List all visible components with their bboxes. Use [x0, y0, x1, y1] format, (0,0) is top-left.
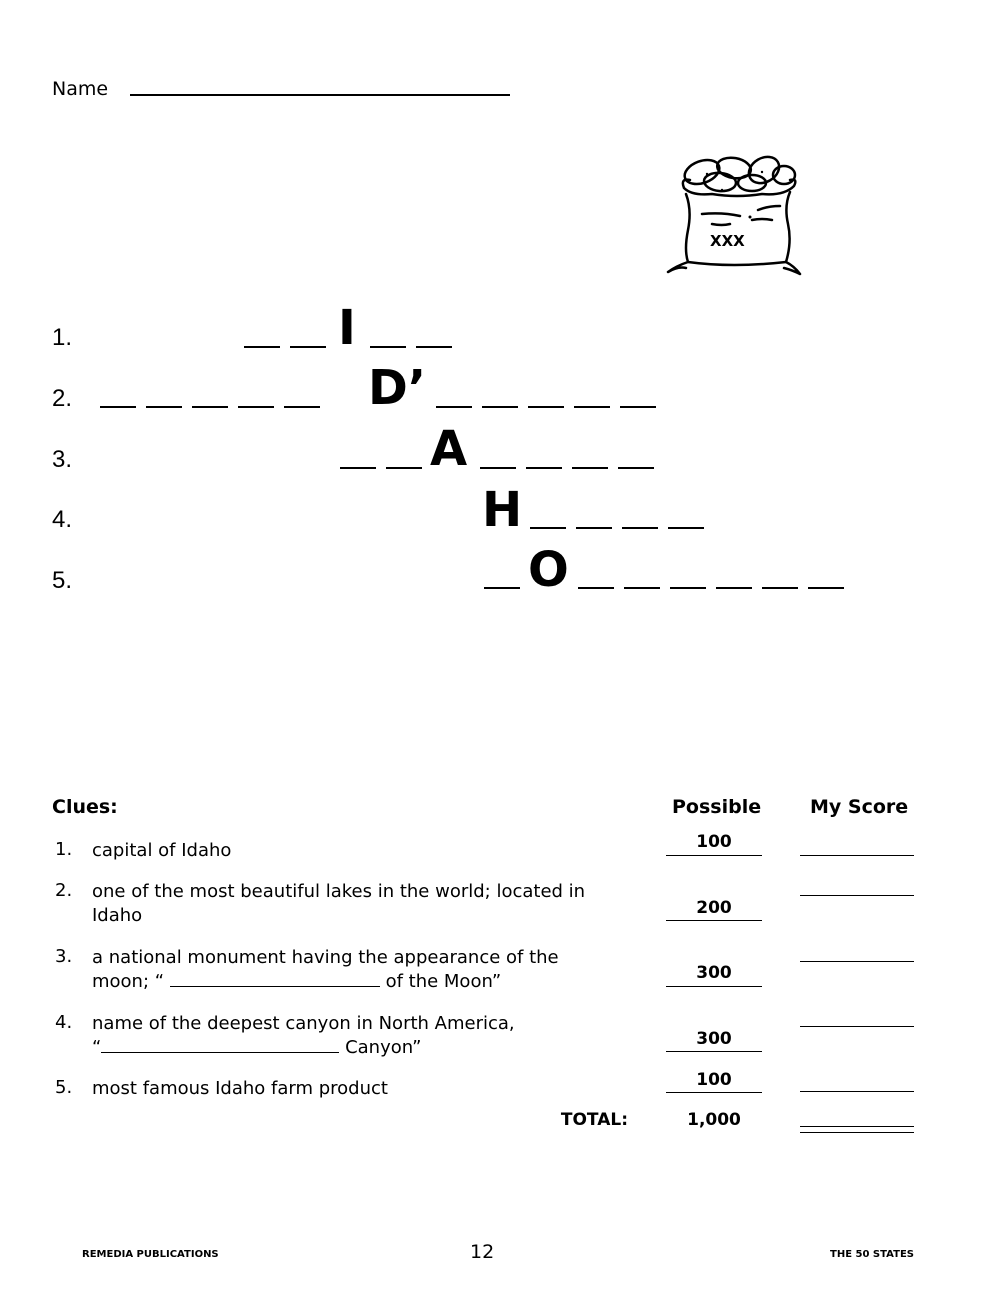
answer-blank[interactable] — [620, 406, 656, 408]
my-score-field[interactable] — [800, 895, 914, 896]
possible-points: 100 — [696, 832, 732, 852]
name-field[interactable] — [130, 94, 510, 96]
answer-blank[interactable] — [340, 467, 376, 469]
answer-blank[interactable] — [578, 587, 614, 589]
total-score-field[interactable] — [800, 1126, 914, 1127]
key-letter-a: A — [430, 421, 468, 477]
answer-blank[interactable] — [574, 406, 610, 408]
answer-blank[interactable] — [618, 467, 654, 469]
total-label: TOTAL: — [560, 1110, 628, 1130]
answer-blank[interactable] — [716, 587, 752, 589]
answer-blank[interactable] — [762, 587, 798, 589]
clue-text — [92, 1012, 637, 1060]
my-score-field[interactable] — [800, 1026, 914, 1027]
clue-number: 1. — [55, 839, 73, 860]
answer-blank[interactable] — [146, 406, 182, 408]
clue-line — [92, 1036, 637, 1060]
my-score-field[interactable] — [800, 855, 914, 856]
puzzle-row-number: 5. — [52, 567, 73, 594]
answer-blank[interactable] — [526, 467, 562, 469]
clue-line: Idaho — [92, 905, 143, 926]
clue-line: a national monument having the appearance of the — [92, 947, 559, 968]
clue-number: 2. — [55, 880, 73, 901]
answer-blank[interactable] — [530, 527, 566, 529]
series-footer: THE 50 STATES — [830, 1249, 914, 1260]
key-letter-h: H — [482, 482, 523, 538]
answer-blank[interactable] — [416, 346, 452, 348]
answer-blank[interactable] — [670, 587, 706, 589]
potato-sack-icon — [662, 150, 807, 280]
clue-text — [92, 880, 637, 928]
my-score-header: My Score — [810, 796, 909, 818]
fill-in-blank[interactable] — [170, 972, 380, 987]
puzzle-row-number: 3. — [52, 446, 73, 473]
key-letter-o: O — [528, 542, 569, 598]
total-score-double-line — [800, 1132, 914, 1133]
publisher-footer: REMEDIA PUBLICATIONS — [82, 1249, 219, 1260]
clue-text — [92, 946, 637, 994]
answer-blank[interactable] — [290, 346, 326, 348]
answer-blank[interactable] — [386, 467, 422, 469]
answer-blank[interactable] — [482, 406, 518, 408]
clues-heading: Clues: — [52, 796, 118, 818]
fill-in-blank[interactable] — [101, 1038, 339, 1053]
possible-points: 300 — [696, 1029, 732, 1049]
possible-line — [666, 1051, 762, 1052]
clue-text: most famous Idaho farm product — [92, 1078, 388, 1099]
clue-line-end: of the Moon” — [385, 971, 502, 992]
clue-number: 5. — [55, 1077, 73, 1098]
key-letter-i: I — [338, 300, 356, 356]
answer-blank[interactable] — [192, 406, 228, 408]
answer-blank[interactable] — [668, 527, 704, 529]
name-label: Name — [52, 78, 109, 100]
clue-line: one of the most beautiful lakes in the world; located in — [92, 881, 586, 902]
possible-header: Possible — [672, 796, 762, 818]
answer-blank[interactable] — [572, 467, 608, 469]
clue-line — [92, 970, 637, 994]
possible-points: 300 — [696, 963, 732, 983]
clue-line-start: moon; “ — [92, 971, 165, 992]
clue-number: 4. — [55, 1012, 73, 1033]
clue-line-end: Canyon” — [345, 1037, 422, 1058]
clue-text: capital of Idaho — [92, 840, 232, 861]
answer-blank[interactable] — [576, 527, 612, 529]
page-number: 12 — [470, 1241, 495, 1263]
answer-blank[interactable] — [484, 587, 520, 589]
answer-blank[interactable] — [238, 406, 274, 408]
clue-line: name of the deepest canyon in North America, — [92, 1013, 515, 1034]
possible-points: 200 — [696, 898, 732, 918]
my-score-field[interactable] — [800, 961, 914, 962]
clue-line-start: “ — [92, 1037, 102, 1058]
answer-blank[interactable] — [528, 406, 564, 408]
possible-line — [666, 855, 762, 856]
sack-label: XXX — [710, 232, 745, 250]
answer-blank[interactable] — [244, 346, 280, 348]
answer-blank[interactable] — [624, 587, 660, 589]
possible-points: 100 — [696, 1070, 732, 1090]
clue-number: 3. — [55, 946, 73, 967]
possible-line — [666, 920, 762, 921]
puzzle-row-number: 2. — [52, 385, 73, 412]
answer-blank[interactable] — [284, 406, 320, 408]
answer-blank[interactable] — [622, 527, 658, 529]
puzzle-row-number: 4. — [52, 506, 73, 533]
key-letter-d: D’ — [368, 360, 427, 416]
total-possible: 1,000 — [687, 1110, 741, 1130]
answer-blank[interactable] — [100, 406, 136, 408]
answer-blank[interactable] — [370, 346, 406, 348]
possible-line — [666, 1092, 762, 1093]
my-score-field[interactable] — [800, 1091, 914, 1092]
possible-line — [666, 986, 762, 987]
answer-blank[interactable] — [808, 587, 844, 589]
puzzle-row-number: 1. — [52, 324, 73, 351]
answer-blank[interactable] — [436, 406, 472, 408]
answer-blank[interactable] — [480, 467, 516, 469]
